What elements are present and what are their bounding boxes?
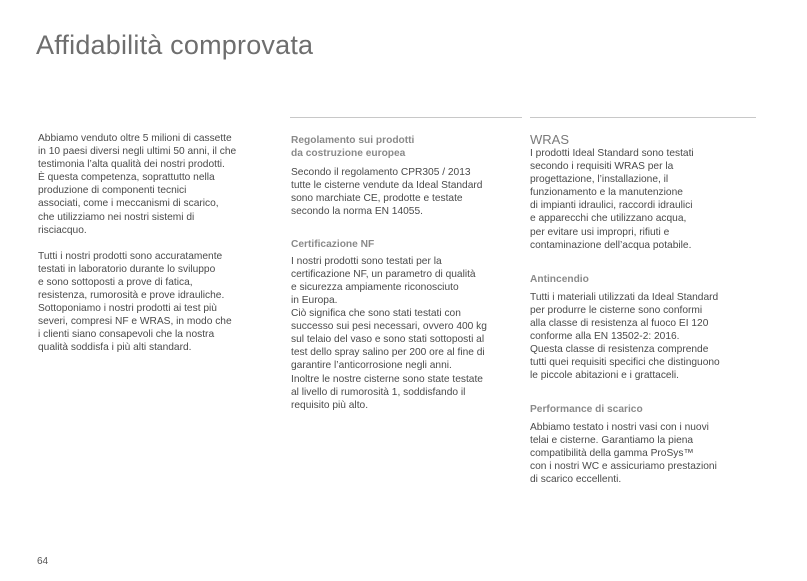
text-line: tutte le cisterne vendute da Ideal Standard [291, 180, 483, 192]
heading-line: da costruzione europea [291, 148, 406, 160]
text-line: che utilizziamo nei nostri sistemi di [38, 211, 195, 223]
section-heading-flush: Performance di scarico [530, 403, 643, 415]
text-line: severi, compresi NF e WRAS, in modo che [38, 316, 232, 328]
fire-paragraph [530, 291, 760, 383]
section-heading-cpr [291, 134, 522, 160]
page-number: 64 [37, 556, 49, 567]
text-line: sul telaio del vaso e sono stati sottoposti al [291, 334, 485, 346]
text-line: resistenza, rumorosità e prove idrauliche. [38, 290, 225, 302]
text-line: in 10 paesi diversi negli ultimi 50 anni, il che [38, 146, 237, 158]
text-line: i clienti siano consapevoli che la nostra [38, 329, 215, 341]
column-divider-rule [290, 117, 522, 118]
text-line: risciacquo. [38, 224, 87, 236]
section-heading-nf: Certificazione NF [291, 238, 375, 250]
wras-paragraph [530, 147, 760, 252]
intro-paragraph [38, 132, 274, 237]
text-line: qualità soddisfa i più alti standard. [38, 342, 192, 354]
text-line: produzione di componenti tecnici [38, 185, 187, 197]
text-line: contaminazione dell’acqua potabile. [530, 239, 692, 251]
text-line: in Europa. [291, 294, 338, 306]
text-line: garantire l’anticorrosione negli anni. [291, 360, 452, 372]
text-line: per produrre le cisterne sono conformi [530, 304, 703, 316]
section-heading-fire: Antincendio [530, 273, 589, 285]
testing-paragraph [38, 250, 274, 355]
text-line: di impianti idraulici, raccordi idraulici [530, 200, 693, 212]
text-line: Ciò significa che sono stati testati con [291, 308, 461, 320]
text-line: Tutti i materiali utilizzati da Ideal Standard [530, 291, 719, 303]
text-line: Sottoponiamo i nostri prodotti ai test più [38, 303, 217, 315]
text-line: secondo la norma EN 14055. [291, 206, 423, 218]
text-line: associati, come i meccanismi di scarico, [38, 198, 219, 210]
text-line: con i nostri WC e assicuriamo prestazioni [530, 460, 717, 472]
text-line: Secondo il regolamento CPR305 / 2013 [291, 167, 471, 179]
text-line: per evitare usi impropri, rifiuti e [530, 226, 670, 238]
flush-paragraph [530, 421, 760, 486]
text-line: testimonia l’alta qualità dei nostri prodotti. [38, 159, 225, 171]
text-line: certificazione NF, un parametro di qualità [291, 268, 476, 280]
text-line: test dello spray salino per 200 ore al fine di [291, 347, 485, 359]
text-line: di scarico eccellenti. [530, 473, 622, 485]
text-line: I nostri prodotti sono testati per la [291, 255, 442, 267]
text-line: compatibilità della gamma ProSys™ [530, 447, 694, 459]
heading-line: Regolamento sui prodotti [291, 135, 415, 146]
text-line: requisito più alto. [291, 399, 369, 411]
text-line: telai e cisterne. Garantiamo la piena [530, 434, 694, 446]
text-line: Abbiamo venduto oltre 5 milioni di cassette [38, 133, 232, 144]
text-line: Inoltre le nostre cisterne sono state testate [291, 373, 483, 385]
page-title: Affidabilità comprovata [36, 30, 314, 60]
text-line: conforme alla EN 13502-2: 2016. [530, 331, 680, 343]
text-line: secondo i requisiti WRAS per la [530, 161, 674, 173]
text-line: al livello di rumorosità 1, soddisfando il [291, 386, 466, 398]
text-line: Abbiamo testato i nostri vasi con i nuovi [530, 421, 709, 433]
text-line: alla classe di resistenza al fuoco EI 120 [530, 318, 709, 330]
text-line: tutti quei requisiti specifici che distinguono [530, 357, 720, 369]
section-heading-wras: WRAS [530, 132, 569, 147]
column-divider-rule [530, 117, 756, 118]
intro-column [38, 132, 274, 355]
text-line: e sono sottoposti a prove di fatica, [38, 276, 193, 288]
text-line: le piccole abitazioni e i grattaceli. [530, 370, 679, 382]
text-line: e apparecchi che utilizzano acqua, [530, 213, 687, 225]
nf-paragraph [291, 255, 522, 412]
cpr-paragraph [291, 166, 522, 218]
regulations-column [291, 134, 522, 412]
certifications-column [530, 132, 760, 486]
text-line: È questa competenza, soprattutto nella [38, 172, 215, 184]
text-line: I prodotti Ideal Standard sono testati [530, 148, 694, 159]
text-line: funzionamento e la manutenzione [530, 187, 683, 199]
text-line: testati in laboratorio durante lo sviluppo [38, 263, 216, 275]
text-line: e sicurezza ampiamente riconosciuto [291, 281, 459, 293]
text-line: progettazione, l’installazione, il [530, 174, 669, 186]
text-line: successo sui pesi necessari, ovvero 400 kg [291, 321, 487, 333]
text-line: Tutti i nostri prodotti sono accuratamente [38, 250, 223, 262]
text-line: sono marchiate CE, prodotte e testate [291, 193, 463, 205]
text-line: Questa classe di resistenza comprende [530, 344, 709, 356]
